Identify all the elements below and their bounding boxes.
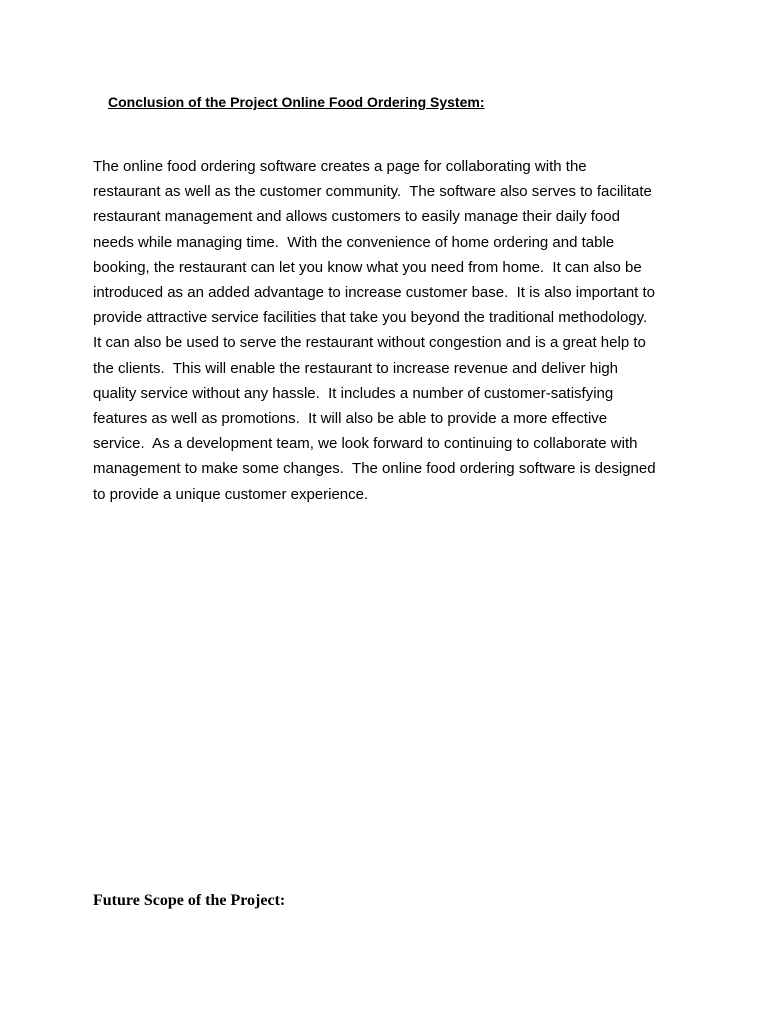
- paragraph-line: restaurant management and allows customers to easily manage their daily food: [93, 208, 620, 226]
- paragraph-line: service. As a development team, we look forward to continuing to collaborate with: [93, 435, 638, 453]
- paragraph-line: It can also be used to serve the restaurant without congestion and is a great help to: [93, 334, 646, 352]
- conclusion-paragraph: [93, 154, 693, 507]
- paragraph-line: booking, the restaurant can let you know what you need from home. It can also be: [93, 258, 642, 276]
- paragraph-line: needs while managing time. With the convenience of home ordering and table: [93, 233, 615, 251]
- paragraph-line: management to make some changes. The online food ordering software is designed: [93, 460, 656, 478]
- paragraph-line: the clients. This will enable the restaurant to increase revenue and deliver high: [93, 359, 619, 377]
- paragraph-line: restaurant as well as the customer community. The software also serves to facilitate: [93, 183, 652, 201]
- paragraph-line: features as well as promotions. It will also be able to provide a more effective: [93, 410, 608, 428]
- paragraph-line: to provide a unique customer experience.: [93, 485, 369, 503]
- future-scope-heading: Future Scope of the Project:: [93, 892, 286, 909]
- conclusion-heading: Conclusion of the Project Online Food Ordering System:: [108, 94, 485, 110]
- paragraph-line: quality service without any hassle. It includes a number of customer-satisfying: [93, 384, 614, 402]
- paragraph-line: introduced as an added advantage to increase customer base. It is also important to: [93, 284, 656, 302]
- paragraph-line: provide attractive service facilities that take you beyond the traditional methodology.: [93, 309, 648, 327]
- paragraph-line: The online food ordering software creates a page for collaborating with the: [93, 158, 587, 175]
